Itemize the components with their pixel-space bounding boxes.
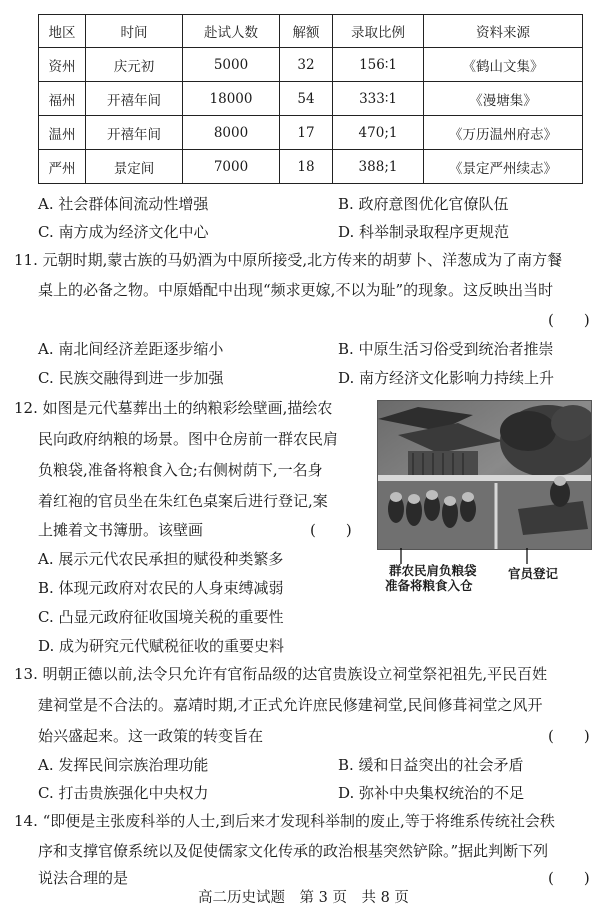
table-row — [39, 82, 583, 116]
table-cell: 《万历温州府志》 — [424, 116, 583, 150]
q11-option-b[interactable]: B. 中原生活习俗受到统治者推崇 — [338, 340, 554, 358]
table-cell: 156∶1 — [333, 48, 424, 82]
q12-stem-line-2: 民向政府纳粮的场景。图中仓房前一群农民肩 — [38, 430, 339, 448]
q12-option-c[interactable]: C. 凸显元政府征收国境关税的重要性 — [38, 608, 284, 626]
table-cell: 开禧年间 — [86, 82, 183, 116]
q10-option-c[interactable]: C. 南方成为经济文化中心 — [38, 223, 209, 241]
q12-stem-line-4: 着红袍的官员坐在朱红色桌案后进行登记,案 — [38, 492, 328, 510]
q13-stem-line-1: 13. 明朝正德以前,法令只允许有官衔品级的达官贵族设立祠堂祭祀祖先,平民百姓 — [14, 665, 548, 683]
q11-stem-line-2: 桌上的必备之物。中原婚配中出现“频求更嫁,不以为耻”的现象。这反映出当时 — [38, 281, 554, 299]
table-cell: 《鹤山文集》 — [424, 48, 583, 82]
table-header-cell: 赴试人数 — [183, 15, 280, 48]
table-cell: 18000 — [183, 82, 280, 116]
table-cell: 景定间 — [86, 150, 183, 184]
q12-stem-line-3: 负粮袋,准备将粮食入仓;右侧树荫下,一名身 — [38, 461, 323, 479]
q12-stem-line-5: 上摊着文书簿册。该壁画 — [38, 521, 204, 539]
q12-stem-line-1: 12. 如图是元代墓葬出土的纳粮彩绘壁画,描绘农 — [14, 399, 333, 417]
table-cell: 5000 — [183, 48, 280, 82]
table-header-cell: 解额 — [280, 15, 333, 48]
exam-data-table — [38, 14, 583, 184]
q12-answer-bracket[interactable]: ( ) — [310, 521, 352, 539]
q14-stem-line-2: 序和支撑官僚系统以及促使儒家文化传承的政治根基突然铲除。”据此判断下列 — [38, 842, 549, 860]
table-header-cell: 时间 — [86, 15, 183, 48]
table-cell: 《景定严州续志》 — [424, 150, 583, 184]
q13-stem-line-3: 始兴盛起来。这一政策的转变旨在 — [38, 727, 264, 745]
table-header-cell: 资料来源 — [424, 15, 583, 48]
table-cell: 温州 — [39, 116, 86, 150]
mural-caption-farmers-line-1: 群农民肩负粮袋 — [389, 563, 477, 578]
mural-image — [377, 400, 592, 550]
table-cell: 严州 — [39, 150, 86, 184]
table-cell: 388;1 — [333, 150, 424, 184]
table-cell: 《漫塘集》 — [424, 82, 583, 116]
mural-caption-official: 官员登记 — [508, 566, 559, 581]
q11-answer-bracket[interactable]: ( ) — [548, 311, 590, 329]
q13-option-b[interactable]: B. 缓和日益突出的社会矛盾 — [338, 756, 524, 774]
table-row — [39, 150, 583, 184]
table-header-row — [39, 15, 583, 48]
q11-stem-line-1: 11. 元朝时期,蒙古族的马奶酒为中原所接受,北方传来的胡萝卜、洋葱成为了南方餐 — [14, 251, 563, 269]
mural-illustration — [378, 401, 591, 549]
table-cell: 福州 — [39, 82, 86, 116]
q12-option-d[interactable]: D. 成为研究元代赋税征收的重要史料 — [38, 637, 285, 655]
q13-answer-bracket[interactable]: ( ) — [548, 727, 590, 745]
table-cell: 资州 — [39, 48, 86, 82]
q11-options-row-1 — [0, 336, 607, 362]
q13-stem-line-2: 建祠堂是不合法的。嘉靖时期,才正式允许庶民修建祠堂,民间修葺祠堂之风开 — [38, 696, 543, 714]
table-header-cell: 录取比例 — [333, 15, 424, 48]
table-header-cell: 地区 — [39, 15, 86, 48]
q13-options-row-2 — [0, 780, 607, 806]
q14-answer-bracket[interactable]: ( ) — [548, 869, 590, 887]
table-cell: 7000 — [183, 150, 280, 184]
table-cell: 32 — [280, 48, 333, 82]
q10-option-a[interactable]: A. 社会群体间流动性增强 — [38, 195, 209, 213]
table-body — [39, 48, 583, 184]
q12-option-a[interactable]: A. 展示元代农民承担的赋役种类繁多 — [38, 550, 284, 568]
q14-stem-line-3: 说法合理的是 — [38, 869, 129, 887]
q13-option-d[interactable]: D. 弥补中央集权统治的不足 — [338, 784, 525, 802]
q13-options-row-1 — [0, 752, 607, 778]
page-footer: 高二历史试题 第 3 页 共 8 页 — [198, 890, 409, 906]
table-cell: 17 — [280, 116, 333, 150]
q10-options-row-2 — [0, 219, 607, 245]
table-row — [39, 48, 583, 82]
table-cell: 54 — [280, 82, 333, 116]
table-cell: 333∶1 — [333, 82, 424, 116]
q11-options-row-2 — [0, 365, 607, 391]
q11-option-a[interactable]: A. 南北间经济差距逐步缩小 — [38, 340, 224, 358]
q10-option-b[interactable]: B. 政府意图优化官僚队伍 — [338, 195, 509, 213]
table-cell: 470;1 — [333, 116, 424, 150]
table-row — [39, 116, 583, 150]
q10-options-row-1 — [0, 191, 607, 217]
q13-option-a[interactable]: A. 发挥民间宗族治理功能 — [38, 756, 209, 774]
table-cell: 18 — [280, 150, 333, 184]
mural-caption-farmers-line-2: 准备将粮食入仓 — [385, 578, 473, 593]
q11-option-c[interactable]: C. 民族交融得到进一步加强 — [38, 369, 224, 387]
table-cell: 8000 — [183, 116, 280, 150]
q14-stem-line-1: 14. “即便是主张废科举的人士,到后来才发现科举制的废止,等于将维系传统社会秩 — [14, 812, 555, 830]
table-cell: 庆元初 — [86, 48, 183, 82]
q12-option-b[interactable]: B. 体现元政府对农民的人身束缚减弱 — [38, 579, 284, 597]
q13-option-c[interactable]: C. 打击贵族强化中央权力 — [38, 784, 209, 802]
q10-option-d[interactable]: D. 科举制录取程序更规范 — [338, 223, 510, 241]
table-cell: 开禧年间 — [86, 116, 183, 150]
q11-option-d[interactable]: D. 南方经济文化影响力持续上升 — [338, 369, 555, 387]
